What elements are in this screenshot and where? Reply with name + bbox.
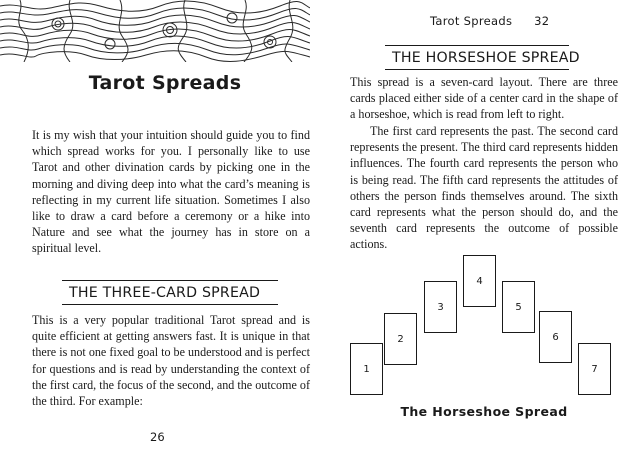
running-head xyxy=(430,14,549,28)
horseshoe-heading-rule-bottom xyxy=(385,69,569,70)
running-head-title: Tarot Spreads xyxy=(430,14,513,28)
card-1-number: 1 xyxy=(363,363,370,375)
card-4-number: 4 xyxy=(476,275,483,287)
horseshoe-spread-heading: THE HORSESHOE SPREAD xyxy=(392,50,580,66)
card-6 xyxy=(539,311,572,363)
horseshoe-heading-rule-top xyxy=(385,45,569,46)
three-card-spread-body: This is a very popular traditional Tarot spread and is quite efficient at getting answers fast. It is unique in that there is not one fixed goal to be understood and is perfect for questions and is read by understanding the context of the first card, the focus of the second, and the outcome of the third. For example: xyxy=(32,313,310,409)
card-4 xyxy=(463,255,496,307)
card-3-number: 3 xyxy=(437,301,444,313)
card-3 xyxy=(424,281,457,333)
intro-paragraph: It is my wish that your intuition should guide you to find which spread works for you. I personally like to use Tarot and other divination cards by picking one in the morning and diving deep into what the card’s meaning is reflecting in my current life situation. Sometimes I also like to draw a card before a ceremony or a hike into Nature and see what the journey has in store on a spiritual level. xyxy=(32,128,310,256)
card-7 xyxy=(578,343,611,395)
card-2 xyxy=(384,313,417,365)
heading-rule-bottom xyxy=(62,304,278,305)
right-page-number: 32 xyxy=(534,14,550,28)
horseshoe-card-meanings: The first card represents the past. The second card represents the present. The third card represents hidden influences. The fourth card represents the person who is being read. The fifth card represents the attitudes of others the person finds themselves around. The sixth card represents what the person should do, and the seventh card represents the outcome of possible actions. xyxy=(350,124,618,252)
left-page-number: 26 xyxy=(150,430,165,444)
card-1 xyxy=(350,343,383,395)
card-5-number: 5 xyxy=(515,301,522,313)
page-title: Tarot Spreads xyxy=(88,72,242,94)
card-7-number: 7 xyxy=(591,363,598,375)
heading-rule-top xyxy=(62,280,278,281)
decorative-header-art xyxy=(0,0,310,62)
card-6-number: 6 xyxy=(552,331,559,343)
horseshoe-intro-paragraph: This spread is a seven-card layout. There are three cards placed either side of a center card in the shape of a horseshoe, which is read from left to right. xyxy=(350,75,618,122)
three-card-spread-heading: THE THREE-CARD SPREAD xyxy=(69,285,261,301)
card-5 xyxy=(502,281,535,333)
figure-caption: The Horseshoe Spread xyxy=(400,404,568,419)
card-2-number: 2 xyxy=(397,333,404,345)
